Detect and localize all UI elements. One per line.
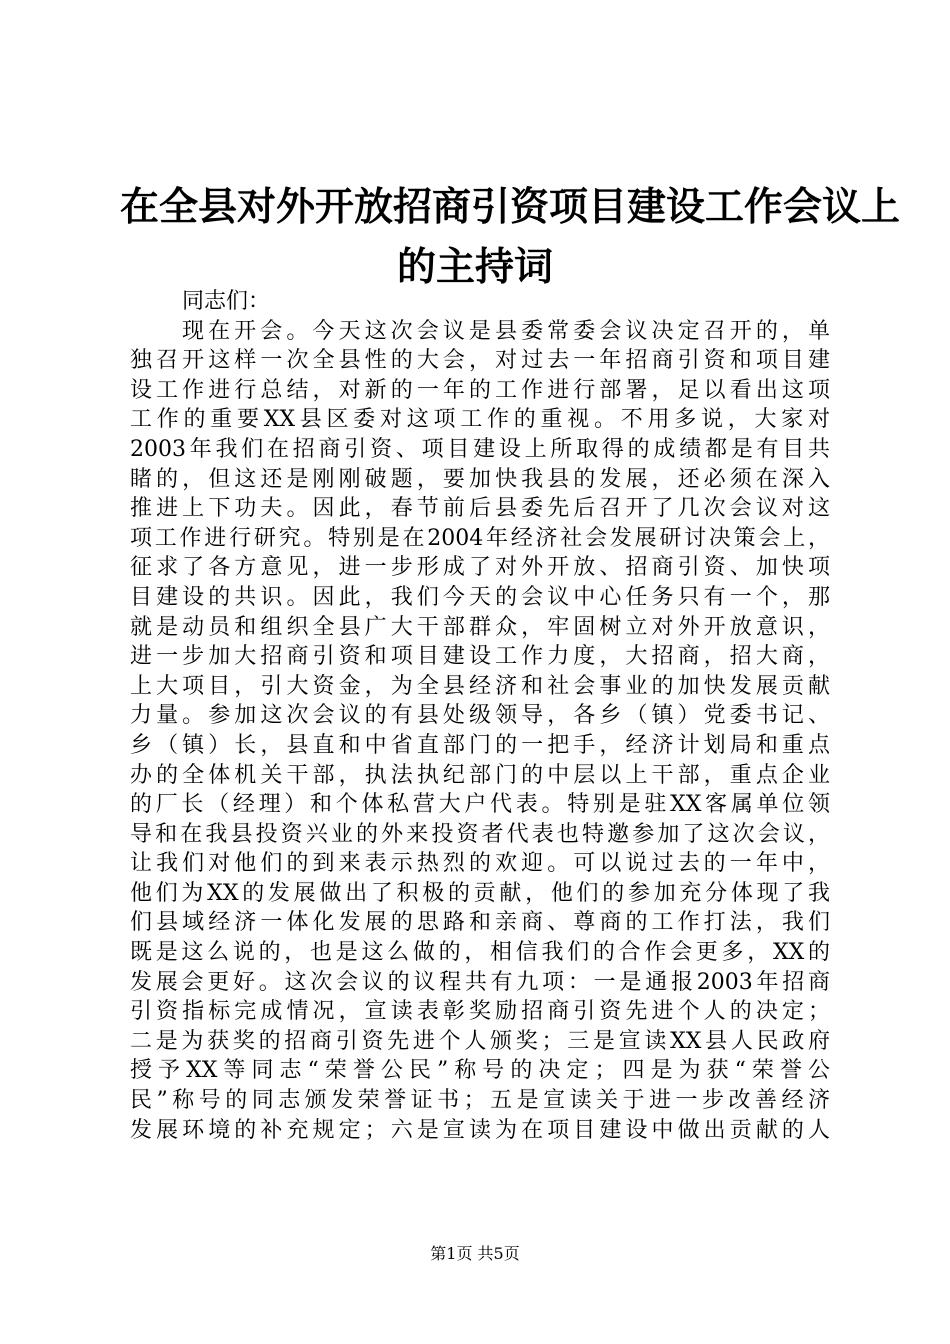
body-line: 的厂长（经理）和个体私营大户代表。特别是驻XX客属单位领 bbox=[130, 792, 830, 818]
body-line: 工作的重要XX县区委对这项工作的重视。不用多说，大家对 bbox=[130, 407, 830, 433]
body-line: 力量。参加这次会议的有县处级领导，各乡（镇）党委书记、 bbox=[130, 703, 830, 729]
body-line: 现在开会。今天这次会议是县委常委会议决定召开的，单 bbox=[182, 318, 830, 344]
body-line: 设工作进行总结，对新的一年的工作进行部署，足以看出这项 bbox=[130, 377, 830, 403]
body-line: 导和在我县投资兴业的外来投资者代表也特邀参加了这次会议， bbox=[130, 821, 830, 847]
body-line: 们县域经济一体化发展的思路和亲商、尊商的工作打法，我们 bbox=[130, 910, 830, 936]
body-line: 发展环境的补充规定；六是宣读为在项目建设中做出贡献的人 bbox=[130, 1117, 830, 1143]
body-line: 民”称号的同志颁发荣誉证书；五是宣读关于进一步改善经济 bbox=[130, 1088, 830, 1114]
body-line: 就是动员和组织全县广大干部群众，牢固树立对外开放意识， bbox=[130, 614, 830, 640]
body-line: 项工作进行研究。特别是在2004年经济社会发展研讨决策会上， bbox=[130, 525, 830, 551]
body-line: 二是为获奖的招商引资先进个人颁奖；三是宣读XX县人民政府 bbox=[130, 1028, 830, 1054]
body-line: 进一步加大招商引资和项目建设工作力度，大招商，招大商， bbox=[130, 644, 830, 670]
body-line: 授予XX等同志“荣誉公民”称号的决定；四是为获“荣誉公 bbox=[130, 1058, 830, 1084]
document-body bbox=[130, 287, 830, 1145]
document-title-line-1: 在全县对外开放招商引资项目建设工作会议上 bbox=[120, 185, 901, 230]
body-line: 既是这么说的，也是这么做的，相信我们的合作会更多，XX的 bbox=[130, 940, 830, 966]
body-line: 独召开这样一次全县性的大会，对过去一年招商引资和项目建 bbox=[130, 348, 830, 374]
body-line: 推进上下功夫。因此，春节前后县委先后召开了几次会议对这 bbox=[130, 496, 830, 522]
body-line: 睹的，但这还是刚刚破题，要加快我县的发展，还必须在深入 bbox=[130, 466, 830, 492]
body-line: 引资指标完成情况，宣读表彰奖励招商引资先进个人的决定； bbox=[130, 999, 830, 1025]
body-line: 上大项目，引大资金，为全县经济和社会事业的加快发展贡献 bbox=[130, 673, 830, 699]
body-line: 发展会更好。这次会议的议程共有九项：一是通报2003年招商 bbox=[130, 969, 830, 995]
body-line: 办的全体机关干部，执法执纪部门的中层以上干部，重点企业 bbox=[130, 762, 830, 788]
page-footer: 第1页 共5页 bbox=[430, 1244, 520, 1263]
body-line: 他们为XX的发展做出了积极的贡献，他们的参加充分体现了我 bbox=[130, 880, 830, 906]
body-line: 乡（镇）长，县直和中省直部门的一把手，经济计划局和重点 bbox=[130, 732, 830, 758]
body-line: 目建设的共识。因此，我们今天的会议中心任务只有一个，那 bbox=[130, 584, 830, 610]
document-title-line-2: 的主持词 bbox=[396, 245, 553, 290]
body-line: 让我们对他们的到来表示热烈的欢迎。可以说过去的一年中， bbox=[130, 851, 830, 877]
body-line: 征求了各方意见，进一步形成了对外开放、招商引资、加快项 bbox=[130, 555, 830, 581]
salutation: 同志们： bbox=[182, 289, 271, 314]
body-line: 2003年我们在招商引资、项目建设上所取得的成绩都是有目共 bbox=[130, 436, 830, 462]
